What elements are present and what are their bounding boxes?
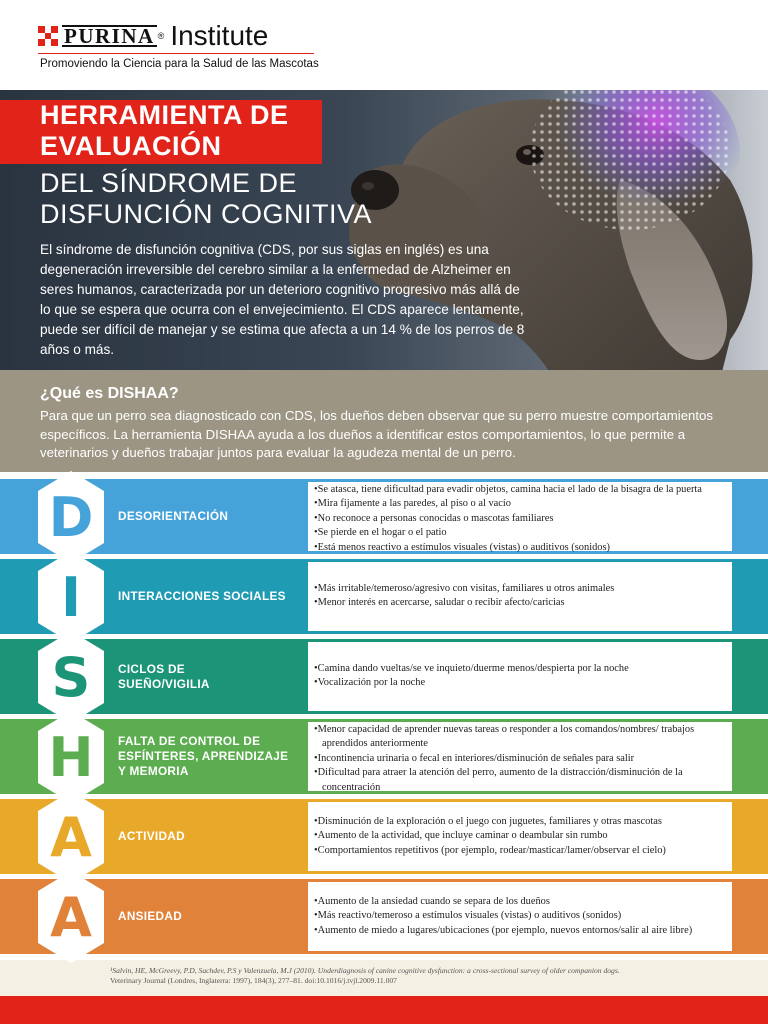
dishaa-letter: S <box>51 645 91 709</box>
title-line-1: HERRAMIENTA DE <box>40 100 289 130</box>
purina-institute-logo <box>38 22 268 50</box>
behavior-item: • Comportamientos repetitivos (por ejemplo, rodear/masticar/lamer/observar el cielo) <box>314 844 734 858</box>
behavior-item: • Se pierde en el hogar o el patio <box>314 526 734 540</box>
criteria-row <box>0 719 768 794</box>
behavior-item: • Está menos reactivo a estímulos visuales (vistas) o auditivos (sonidos) <box>314 541 734 555</box>
dishaa-letter: I <box>60 565 82 629</box>
behavior-item: • No reconoce a personas conocidas o mascotas familiares <box>314 512 734 526</box>
behavior-item: • Se atasca, tiene dificultad para evadir objetos, camina hacia el lado de la bisagra de la puerta <box>314 483 734 497</box>
behavior-list <box>314 815 734 858</box>
category-label: CICLOS DE SUEÑO/VIGILIA <box>118 661 210 691</box>
behavior-item: • Aumento de la ansiedad cuando se separa de los dueños <box>314 895 734 909</box>
subtitle-line-1: DEL SÍNDROME DE <box>40 168 298 198</box>
behavior-list <box>314 662 734 691</box>
brand-institute: Institute <box>170 20 269 51</box>
brand-tagline: Promoviendo la Ciencia para la Salud de las Mascotas <box>40 58 319 70</box>
dishaa-heading: ¿Qué es DISHAA? <box>40 385 179 402</box>
behavior-item: • Más reactivo/temeroso a estímulos visuales (vistas) o auditivos (sonidos) <box>314 909 734 923</box>
behavior-item: • Menor interés en acercarse, saludar o recibir afecto/caricias <box>314 596 734 610</box>
subtitle-line-2: DISFUNCIÓN COGNITIVA <box>40 199 373 229</box>
behavior-item: • Menor capacidad de aprender nuevas tareas o responder a los comandos/nombres/ trabajos aprendidos anteriormente <box>314 723 734 752</box>
footer-bar <box>0 996 768 1024</box>
category-label: ANSIEDAD <box>118 909 183 923</box>
behavior-item: • Incontinencia urinaria o fecal en interiores/disminución de señales para salir <box>314 752 734 766</box>
checkerboard-icon <box>38 26 58 46</box>
reference-line-1: ¹Salvin, HE, McGreevy, P.D, Sachdev, P.S y Valenzuela, M.J (2010). Underdiagnosis of canine cognitive dysfunction: a cross-sectional survey of older companion dogs. <box>110 966 620 975</box>
category-label: INTERACCIONES SOCIALES <box>118 589 286 603</box>
dishaa-letter: H <box>48 725 94 789</box>
dishaa-letter: A <box>50 805 92 869</box>
behavior-item: • Aumento de la actividad, que incluye caminar o deambular sin rumbo <box>314 829 734 843</box>
criteria-row <box>0 479 768 554</box>
behavior-item: • Aumento de miedo a lugares/ubicaciones (por ejemplo, nuevos entornos/salir al aire libre) <box>314 924 734 938</box>
behavior-item: • Mira fijamente a las paredes, al piso o al vacío <box>314 497 734 511</box>
letter-hexagon <box>36 869 106 965</box>
intro-paragraph: El síndrome de disfunción cognitiva (CDS, por sus siglas en inglés) es una degeneración irreversible del cerebro similar a la enfermedad de Alzheimer en seres humanos, caracterizada por un deterioro cognitivo progresivo más allá de lo que se espera que ocurra con el envejecimiento. El CDS aparece lentamente, puede ser difícil de manejar y se estima que afecta a un 14 % de los perros de 8 años o más. <box>40 242 525 357</box>
behavior-list <box>314 483 734 555</box>
behavior-item: • Camina dando vueltas/se ve inquieto/duerme menos/despierta por la noche <box>314 662 734 676</box>
behavior-item: • Disminución de la exploración o el juego con juguetes, familiares y otras mascotas <box>314 815 734 829</box>
criteria-row <box>0 799 768 874</box>
title-line-2: EVALUACIÓN <box>40 131 222 161</box>
reference-line-2: Veterinary Journal (Londres, Inglaterra: 1997), 184(3), 277–81. doi:10.1016/j.tvjl.2009.11.007 <box>110 976 397 985</box>
category-label: FALTA DE CONTROL DE ESFÍNTERES, APRENDIZAJE Y MEMORIA <box>118 734 289 778</box>
criteria-row <box>0 559 768 634</box>
dishaa-letter: D <box>48 485 94 549</box>
registered-mark: ® <box>157 31 165 41</box>
behavior-item: • Más irritable/temeroso/agresivo con visitas, familiares u otros animales <box>314 582 734 596</box>
logo-divider <box>38 53 314 54</box>
dishaa-description: Para que un perro sea diagnosticado con CDS, los dueños deben observar que su perro muestre comportamientos específicos. La herramienta DISHAA ayuda a los dueños a identificar estos comportamientos, lo que permite a veterinarios y dueños trabajar juntos para evaluar la agudeza mental de un perro. <box>40 408 713 460</box>
category-label: DESORIENTACIÓN <box>118 509 229 523</box>
behavior-item: • Vocalización por la noche <box>314 676 734 690</box>
criteria-row <box>0 879 768 954</box>
behavior-list <box>314 723 734 795</box>
brand-purina: PURINA <box>64 24 155 48</box>
dishaa-letter: A <box>50 885 92 949</box>
behavior-list <box>314 582 734 611</box>
behavior-list <box>314 895 734 938</box>
behavior-item: • Dificultad para atraer la atención del perro, aumento de la distracción/disminución de la concentración <box>314 766 734 795</box>
category-label: ACTIVIDAD <box>118 829 185 843</box>
criteria-row <box>0 639 768 714</box>
